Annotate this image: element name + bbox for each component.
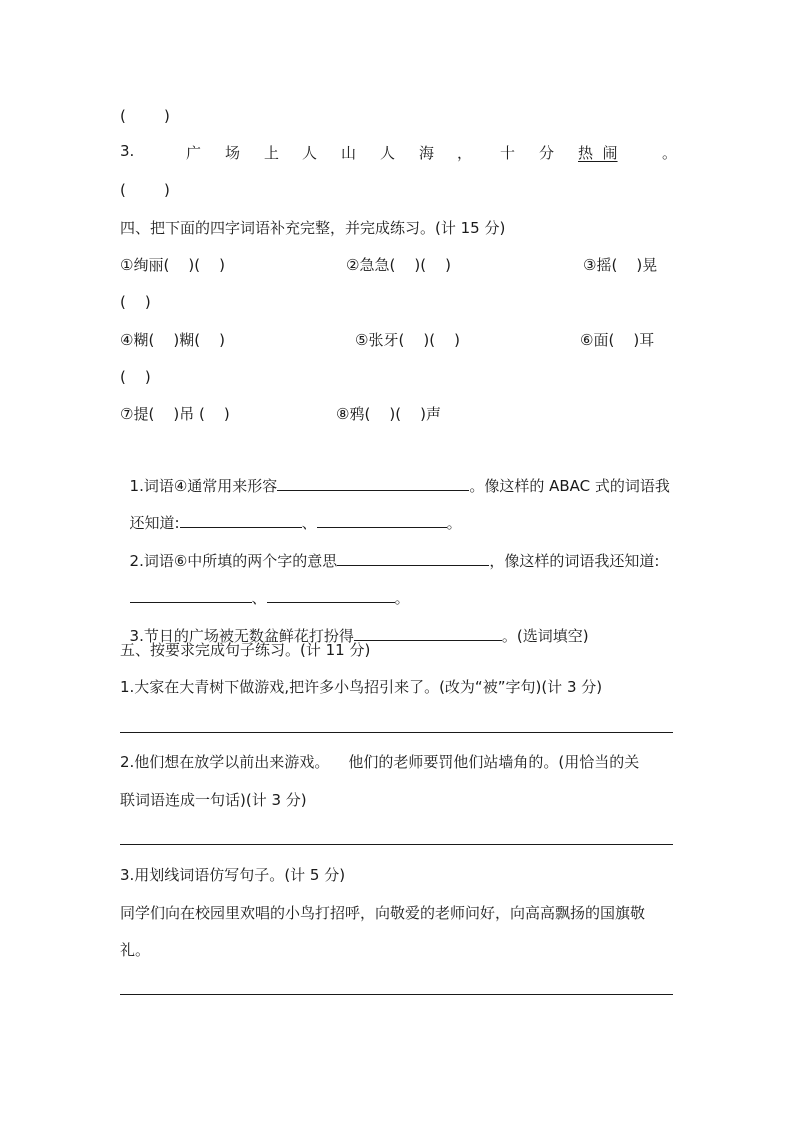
answer-line-q2[interactable]	[120, 844, 673, 845]
q3-char: 人	[380, 144, 396, 162]
idiom-5: ⑤张牙( )( )	[355, 331, 461, 349]
idiom-6-cont: ( )	[120, 368, 151, 386]
q3-char: 分	[539, 144, 555, 162]
sentence-q3: 3.用划线词语仿写句子。(计 5 分)	[120, 866, 346, 884]
idiom-2: ②急急( )( )	[346, 256, 452, 274]
exercise-2-line2	[120, 565, 410, 608]
period: 。	[394, 589, 410, 607]
q3-answer-paren: ( )	[120, 181, 170, 199]
sentence-q3-example-line2: 礼。	[120, 941, 151, 959]
section4-title: 四、把下面的四字词语补充完整，并完成练习。(计 15 分)	[120, 219, 506, 237]
sentence-q2-line1: 2.他们想在放学以前出来游戏。 他们的老师要罚他们站墙角的。(用恰当的关	[120, 753, 640, 771]
sentence-q3-example-line1: 同学们向在校园里欢唱的小鸟打招呼，向敬爱的老师问好，向高高飘扬的国旗敬	[120, 904, 646, 922]
idiom-8: ⑧鸦( )( )声	[336, 405, 442, 423]
q3-char: 山	[341, 144, 357, 162]
exercise-1-line2	[120, 490, 462, 533]
idiom-4: ④糊( )糊( )	[120, 331, 226, 349]
separator: 、	[301, 514, 317, 532]
exercise-2-text-b: ，像这样的词语我还知道:	[489, 552, 660, 570]
period: 。	[446, 514, 462, 532]
q3-char: 人	[302, 144, 318, 162]
exercise-1-blank-b[interactable]	[317, 510, 447, 528]
prev-answer-paren: ( )	[120, 107, 170, 125]
idiom-3: ③摇( )晃	[583, 256, 658, 274]
sentence-q2-line2: 联词语连成一句话)(计 3 分)	[120, 791, 307, 809]
answer-line-q1[interactable]	[120, 732, 673, 733]
q3-underlined-word: 热 闹	[578, 144, 618, 162]
separator: 、	[251, 589, 267, 607]
q3-char: 场	[225, 144, 241, 162]
exercise-1-text-b: 。像这样的 ABAC 式的词语我	[469, 477, 670, 495]
section5-title: 五、按要求完成句子练习。(计 11 分)	[120, 641, 371, 659]
exercise-3-blank[interactable]	[354, 623, 502, 641]
exercise-3-text-a: 3.节日的广场被无数盆鲜花打扮得	[129, 627, 354, 645]
exercise-2-blank-a[interactable]	[130, 585, 252, 603]
sentence-q1: 1.大家在大青树下做游戏,把许多小鸟招引来了。(改为“被”字句)(计 3 分)	[120, 678, 603, 696]
exercise-2-text-a: 2.词语⑥中所填的两个字的意思	[129, 552, 338, 570]
exercise-2-blank[interactable]	[337, 548, 489, 566]
q3-number: 3.	[120, 142, 135, 160]
exercise-3-text-b: 。(选词填空)	[501, 627, 589, 645]
answer-line-q3[interactable]	[120, 994, 673, 995]
idiom-7: ⑦提( )吊 ( )	[120, 405, 230, 423]
q3-period: 。	[662, 144, 678, 162]
idiom-1: ①绚丽( )( )	[120, 256, 226, 274]
idiom-3-cont: ( )	[120, 293, 151, 311]
exercise-1-text-a: 1.词语④通常用来形容	[129, 477, 278, 495]
q3-char: 上	[264, 144, 280, 162]
exercise-1-blank-a[interactable]	[180, 510, 302, 528]
q3-char: ，	[457, 144, 473, 162]
exercise-1-text-c: 还知道:	[129, 514, 180, 532]
q3-char: 海	[419, 144, 435, 162]
q3-char: 广	[186, 144, 202, 162]
exercise-1-blank[interactable]	[277, 473, 469, 491]
q3-char: 十	[500, 144, 516, 162]
idiom-6: ⑥面( )耳	[580, 331, 655, 349]
exercise-2-blank-b[interactable]	[267, 585, 395, 603]
